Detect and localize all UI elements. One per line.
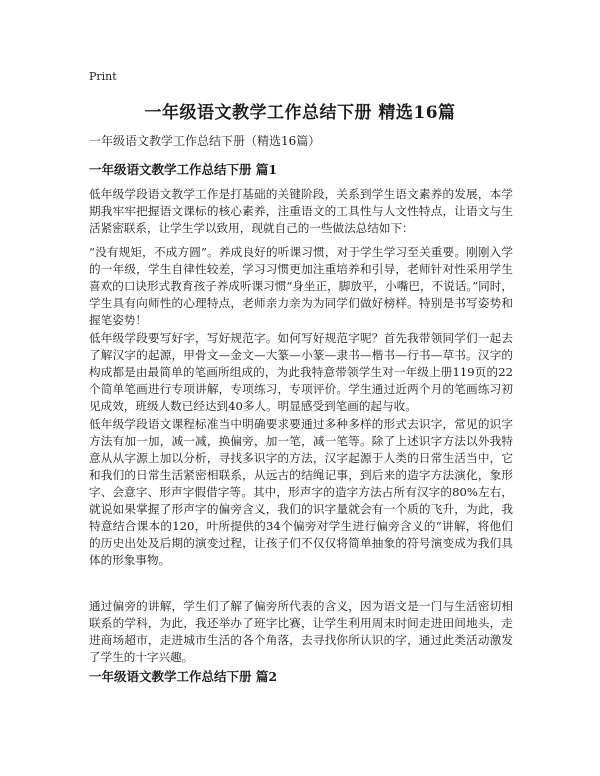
print-link[interactable]: Print [89,70,117,83]
paragraph: 低年级学段语文课程标准当中明确要求要通过多种多样的形式去识字，常见的识字方法有加一加，减一减，换偏旁，加一笔，减一笔等。除了上述识字方法以外我特意从从字源上加以分析，寻找多识字的方法，汉字起源于人类的日常生活当中，它和我们的日常生活紧密相联系，从远古的结绳记事，到后来的造字方法演化，象形字、会意字、形声字假借字等。其中，形声字的造字方法占所有汉字的80%左右，就说如果掌握了形声字的偏旁含义，我们的识字量就会有一个质的飞升，为此，我特意结合课本的120，叶所提供的34个偏旁对学生进行偏旁含义的“讲解，将他们的历史出处及后期的演变过程，让孩子们不仅仅将简单抽象的符号演变成为我们具体的形象事物。 [89,417,513,567]
paragraph: “没有规矩，不成方圆”。养成良好的听课习惯，对于学生学习至关重要。刚刚入学的一年级，学生自律性较差，学习习惯更加注重培养和引导，老师针对性采用学生喜欢的口诀形式教育孩子养成听课习惯“身坐正，脚放平，小嘴巴，不说话。”同时，学生具有向师性的心理特点，老师亲力亲为为同学们做好榜样。特别是书写姿势和握笔姿势！ [89,245,513,327]
page-title: 一年级语文教学工作总结下册 精选16篇 [144,103,456,123]
paragraph: 低年级学段语文教学工作是打基础的关键阶段，关系到学生语文素养的发展，本学期我牢牢把握语文课标的核心素养，注重语文的工具性与人文性特点，让语文与生活紧密联系，让学生学以致用，现就自己的一些做法总结如下： [89,187,513,235]
section-heading-2: 一年级语文教学工作总结下册 篇2 [89,669,278,684]
paragraph: 低年级学段要写好字，写好规范字。如何写好规范字呢？首先我带领同学们一起去了解汉字的起源，甲骨文—金文—大篆—小篆—隶书—楷书—行书—草书。汉字的构成都是由最简单的笔画所组成的，为此我特意带领学生对一年级上册119页的22个简单笔画进行专项讲解，专项练习，专项评价。学生通过近两个月的笔画练习初见成效，班级人数已经达到40多人。明显感受到笔画的起与收。 [89,331,513,413]
document-subtitle: 一年级语文教学工作总结下册（精选16篇） [89,134,321,148]
paragraph: 通过偏旁的讲解，学生们了解了偏旁所代表的含义，因为语文是一门与生活密切相联系的学科，为此，我还举办了班字比赛，让学生利用周末时间走进田间地头，走进商场超市，走进城市生活的各个角落，去寻找你所认识的字，通过此类活动激发了学生的十字兴趣。 [89,599,513,664]
section-heading-1: 一年级语文教学工作总结下册 篇1 [89,162,278,177]
